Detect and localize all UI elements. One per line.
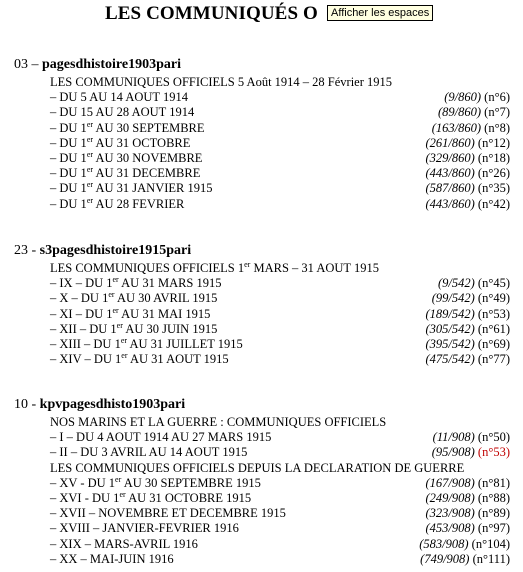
list-item bbox=[50, 260, 510, 276]
section-heading bbox=[14, 57, 181, 73]
issue-number: (n°69) bbox=[474, 337, 510, 351]
page-fraction: (99/542) bbox=[431, 291, 475, 306]
list-item bbox=[50, 89, 510, 105]
page-fraction: (95/908) bbox=[431, 445, 475, 460]
list-item bbox=[50, 520, 510, 536]
issue-number: (n°6) bbox=[481, 90, 510, 105]
page-reference bbox=[432, 444, 510, 460]
ordinal-superscript: er bbox=[86, 149, 94, 159]
ordinal-superscript: er bbox=[86, 180, 94, 190]
section-heading bbox=[14, 243, 191, 259]
ordinal-superscript: er bbox=[86, 165, 94, 175]
list-item bbox=[50, 536, 510, 552]
page-fraction: (323/908) bbox=[425, 506, 475, 521]
issue-number: (n°45) bbox=[474, 276, 510, 291]
ordinal-superscript: er bbox=[112, 275, 119, 285]
page-reference bbox=[419, 536, 510, 552]
page-fraction: (587/860) bbox=[425, 181, 475, 196]
page-fraction: (11/908) bbox=[432, 430, 475, 445]
section-number: 10 - bbox=[14, 397, 40, 412]
page-reference bbox=[438, 275, 510, 291]
section-name: s3pagesdhistoire1915pari bbox=[39, 243, 192, 258]
section-number: 03 – bbox=[14, 57, 42, 72]
issue-number: (n°111) bbox=[469, 551, 510, 566]
item-label: – IX – DU 1er AU 31 MARS 1915 bbox=[50, 275, 222, 291]
issue-number: (n°89) bbox=[474, 506, 510, 521]
page-fraction: (453/908) bbox=[425, 521, 475, 536]
page-reference bbox=[425, 336, 510, 352]
item-label: – X – DU 1er AU 30 AVRIL 1915 bbox=[50, 290, 218, 306]
issue-number: (n°53) bbox=[474, 445, 510, 460]
issue-number: (n°8) bbox=[481, 120, 510, 135]
item-label: – I – DU 4 AOUT 1914 AU 27 MARS 1915 bbox=[50, 430, 272, 445]
item-label: – XVII – NOVEMBRE ET DECEMBRE 1915 bbox=[50, 506, 286, 521]
item-label: LES COMMUNIQUES OFFICIELS 1er MARS – 31 AOUT 1915 bbox=[50, 259, 379, 275]
item-label: – DU 1er AU 31 JANVIER 1915 bbox=[50, 180, 213, 196]
page-reference bbox=[433, 429, 510, 445]
page-fraction: (163/860) bbox=[431, 120, 482, 135]
issue-number: (n°42) bbox=[474, 196, 510, 211]
list-item bbox=[50, 135, 510, 151]
page-reference bbox=[425, 475, 510, 491]
item-label: – DU 1er AU 30 NOVEMBRE bbox=[50, 149, 203, 165]
list-item bbox=[50, 180, 510, 196]
list-item bbox=[50, 490, 510, 506]
list-item bbox=[50, 275, 510, 291]
page-reference bbox=[425, 321, 510, 337]
page-reference bbox=[444, 89, 510, 105]
list-item bbox=[50, 551, 510, 567]
page-reference bbox=[425, 150, 510, 166]
page-fraction: (443/860) bbox=[425, 166, 475, 181]
issue-number: (n°53) bbox=[474, 306, 510, 321]
page-fraction: (261/860) bbox=[425, 135, 475, 150]
page-reference bbox=[432, 290, 510, 306]
section-name: pagesdhistoire1903pari bbox=[42, 57, 181, 72]
list-item bbox=[50, 150, 510, 166]
list-item bbox=[50, 429, 510, 445]
list-item bbox=[50, 444, 510, 460]
page-reference bbox=[425, 520, 510, 536]
page-fraction: (443/860) bbox=[425, 196, 475, 211]
item-label: – XV - DU 1er AU 30 SEPTEMBRE 1915 bbox=[50, 474, 261, 490]
page-fraction: (89/860) bbox=[437, 105, 482, 120]
page-fraction: (395/542) bbox=[425, 337, 475, 351]
page-fraction: (475/542) bbox=[425, 352, 475, 367]
page-reference bbox=[425, 351, 510, 367]
page-fraction: (749/908) bbox=[420, 551, 470, 566]
list-item bbox=[50, 165, 510, 181]
page-fraction: (329/860) bbox=[425, 151, 475, 165]
issue-number: (n°88) bbox=[474, 491, 510, 505]
issue-number: (n°104) bbox=[468, 536, 510, 551]
item-label: – XX – MAI-JUIN 1916 bbox=[50, 551, 174, 566]
list-item bbox=[50, 351, 510, 367]
page-reference bbox=[432, 120, 510, 136]
item-label: NOS MARINS ET LA GUERRE : COMMUNIQUES OFFICIELS bbox=[50, 415, 387, 429]
item-label: LES COMMUNIQUES OFFICIELS 5 Août 1914 – 28 Février 1915 bbox=[50, 75, 393, 89]
list-item bbox=[50, 321, 510, 337]
list-item bbox=[50, 196, 510, 212]
item-label: – XIX – MARS-AVRIL 1916 bbox=[50, 536, 198, 551]
issue-number: (n°49) bbox=[474, 291, 510, 306]
page-fraction: (9/860) bbox=[444, 90, 482, 105]
ordinal-superscript: er bbox=[112, 305, 119, 315]
page-title: LES COMMUNIQUÉS O bbox=[105, 3, 318, 24]
page-reference bbox=[425, 135, 510, 151]
section-number: 23 - bbox=[14, 243, 40, 258]
page-fraction: (583/908) bbox=[419, 536, 469, 551]
tooltip: Afficher les espaces bbox=[327, 5, 433, 21]
item-label: – DU 1er AU 28 FEVRIER bbox=[50, 195, 185, 211]
issue-number: (n°50) bbox=[474, 430, 510, 445]
section-name: kpvpagesdhisto1903pari bbox=[39, 397, 186, 412]
page-reference bbox=[425, 180, 510, 196]
ordinal-superscript: er bbox=[121, 351, 128, 361]
ordinal-superscript: er bbox=[119, 489, 126, 499]
issue-number: (n°7) bbox=[481, 105, 510, 120]
item-label: – DU 1er AU 30 SEPTEMBRE bbox=[50, 119, 205, 135]
issue-number: (n°18) bbox=[474, 151, 510, 165]
item-label: – XIII – DU 1er AU 31 JUILLET 1915 bbox=[50, 335, 243, 351]
ordinal-superscript: er bbox=[86, 119, 94, 129]
item-label: – DU 1er AU 31 OCTOBRE bbox=[50, 134, 191, 150]
list-item bbox=[50, 306, 510, 322]
list-item bbox=[50, 74, 510, 90]
item-label: – XII – DU 1er AU 30 JUIN 1915 bbox=[50, 320, 218, 336]
page-fraction: (305/542) bbox=[425, 321, 475, 336]
item-label: – XVIII – JANVIER-FEVRIER 1916 bbox=[50, 521, 239, 536]
item-label: – XI – DU 1er AU 31 MAI 1915 bbox=[50, 305, 211, 321]
page-reference bbox=[425, 306, 510, 322]
section-heading bbox=[14, 397, 185, 413]
item-label: LES COMMUNIQUES OFFICIELS DEPUIS LA DECLARATION DE GUERRE bbox=[50, 460, 465, 475]
item-label: – DU 1er AU 31 DECEMBRE bbox=[50, 165, 201, 181]
item-label: – XVI - DU 1er AU 31 OCTOBRE 1915 bbox=[50, 489, 252, 505]
issue-number: (n°12) bbox=[474, 135, 510, 150]
list-item bbox=[50, 120, 510, 136]
ordinal-superscript: er bbox=[108, 290, 115, 300]
page-reference bbox=[420, 551, 510, 567]
page-reference bbox=[425, 196, 510, 212]
list-item bbox=[50, 104, 510, 120]
ordinal-superscript: er bbox=[116, 320, 123, 330]
issue-number: (n°81) bbox=[474, 475, 510, 490]
page-fraction: (167/908) bbox=[425, 475, 475, 490]
ordinal-superscript: er bbox=[86, 195, 94, 205]
page-fraction: (249/908) bbox=[425, 491, 475, 505]
page-fraction: (9/542) bbox=[437, 276, 475, 291]
issue-number: (n°97) bbox=[474, 521, 510, 536]
ordinal-superscript: er bbox=[86, 134, 94, 144]
list-item bbox=[50, 336, 510, 352]
page-fraction: (189/542) bbox=[425, 306, 475, 321]
list-item bbox=[50, 505, 510, 521]
page-reference bbox=[425, 505, 510, 521]
issue-number: (n°26) bbox=[474, 166, 510, 181]
item-label: – DU 15 AU 28 AOUT 1914 bbox=[50, 105, 195, 120]
page-reference bbox=[425, 165, 510, 181]
list-item bbox=[50, 460, 510, 476]
page-reference bbox=[425, 490, 510, 506]
list-item bbox=[50, 414, 510, 430]
issue-number: (n°35) bbox=[474, 181, 510, 196]
ordinal-superscript: er bbox=[115, 474, 122, 484]
item-label: – II – DU 3 AVRIL AU 14 AOUT 1915 bbox=[50, 445, 248, 460]
list-item bbox=[50, 290, 510, 306]
issue-number: (n°61) bbox=[474, 321, 510, 336]
issue-number: (n°77) bbox=[474, 352, 510, 367]
item-label: – DU 5 AU 14 AOUT 1914 bbox=[50, 90, 188, 105]
list-item bbox=[50, 475, 510, 491]
ordinal-superscript: er bbox=[120, 335, 128, 345]
page-reference bbox=[438, 104, 510, 120]
ordinal-superscript: er bbox=[244, 259, 251, 269]
item-label: – XIV – DU 1er AU 31 AOUT 1915 bbox=[50, 351, 229, 367]
